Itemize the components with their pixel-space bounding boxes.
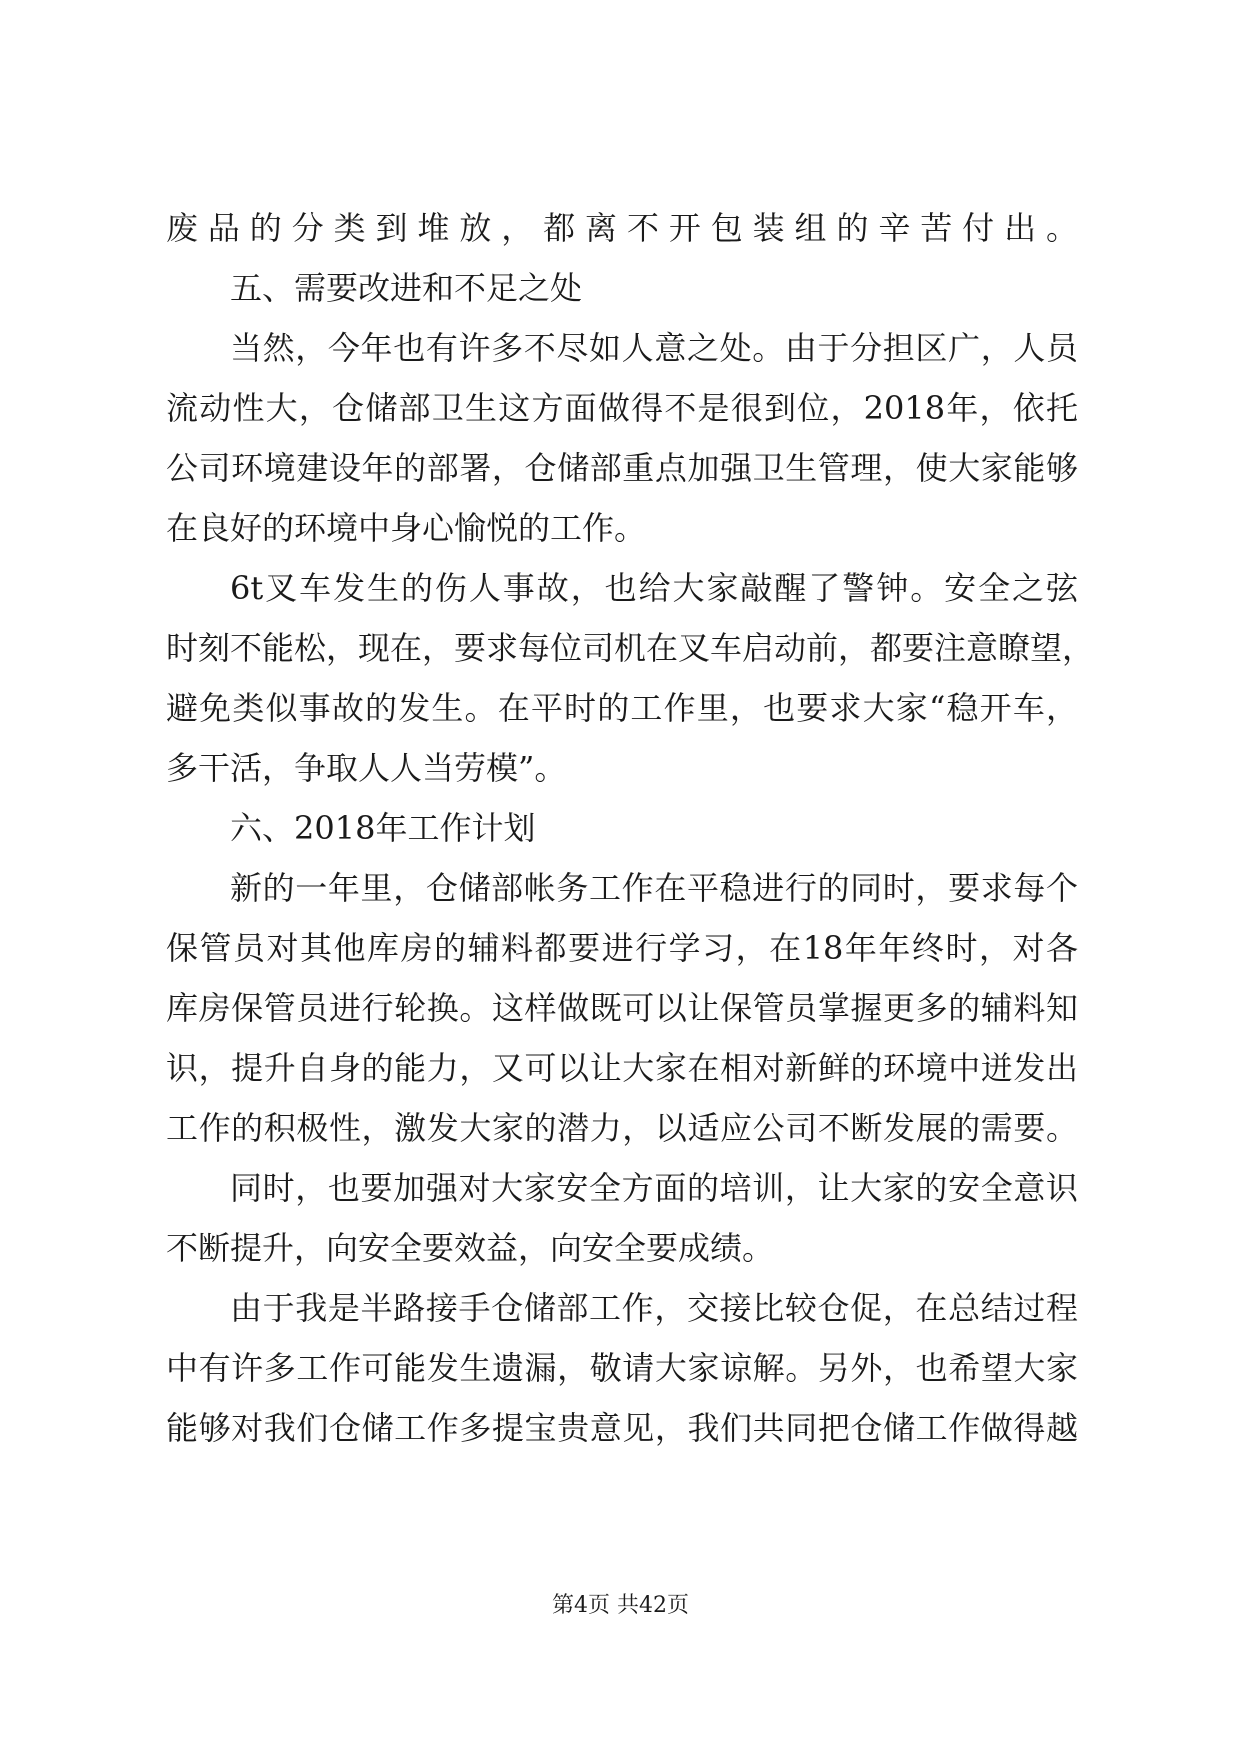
text-line: 中有许多工作可能发生遗漏，敬请大家谅解。另外，也希望大家 — [166, 1349, 1078, 1387]
section-heading: 五、需要改进和不足之处 — [230, 269, 583, 307]
text-line: 能够对我们仓储工作多提宝贵意见，我们共同把仓储工作做得越 — [166, 1409, 1078, 1447]
text-line: 6t叉车发生的伤人事故，也给大家敲醒了警钟。安全之弦 — [230, 569, 1078, 607]
text-line: 不断提升，向安全要效益，向安全要成绩。 — [166, 1229, 775, 1267]
text-line: 时刻不能松，现在，要求每位司机在叉车启动前，都要注意瞭望， — [166, 629, 1095, 667]
text-line: 公司环境建设年的部署，仓储部重点加强卫生管理，使大家能够 — [166, 449, 1078, 487]
text-line: 废品的分类到堆放，都离不开包装组的辛苦付出。 — [166, 209, 1078, 247]
page-footer: 第4页 共42页 — [552, 1593, 689, 1618]
section-heading: 六、2018年工作计划 — [230, 809, 536, 847]
text-line: 多干活，争取人人当劳模”。 — [166, 749, 567, 787]
text-line: 库房保管员进行轮换。这样做既可以让保管员掌握更多的辅料知 — [166, 989, 1078, 1027]
text-line: 工作的积极性，激发大家的潜力，以适应公司不断发展的需要。 — [166, 1109, 1078, 1147]
text-line: 同时，也要加强对大家安全方面的培训，让大家的安全意识 — [230, 1169, 1078, 1207]
text-line: 在良好的环境中身心愉悦的工作。 — [166, 509, 647, 547]
text-line: 当然，今年也有许多不尽如人意之处。由于分担区广，人员 — [230, 329, 1078, 367]
text-line: 新的一年里，仓储部帐务工作在平稳进行的同时，要求每个 — [230, 869, 1078, 907]
text-line: 避免类似事故的发生。在平时的工作里，也要求大家“稳开车， — [166, 689, 1078, 727]
text-line: 保管员对其他库房的辅料都要进行学习，在18年年终时，对各 — [166, 929, 1078, 967]
text-line: 流动性大，仓储部卫生这方面做得不是很到位，2018年，依托 — [166, 389, 1078, 427]
text-line: 由于我是半路接手仓储部工作，交接比较仓促，在总结过程 — [230, 1289, 1078, 1327]
text-line: 识，提升自身的能力，又可以让大家在相对新鲜的环境中迸发出 — [166, 1049, 1078, 1087]
